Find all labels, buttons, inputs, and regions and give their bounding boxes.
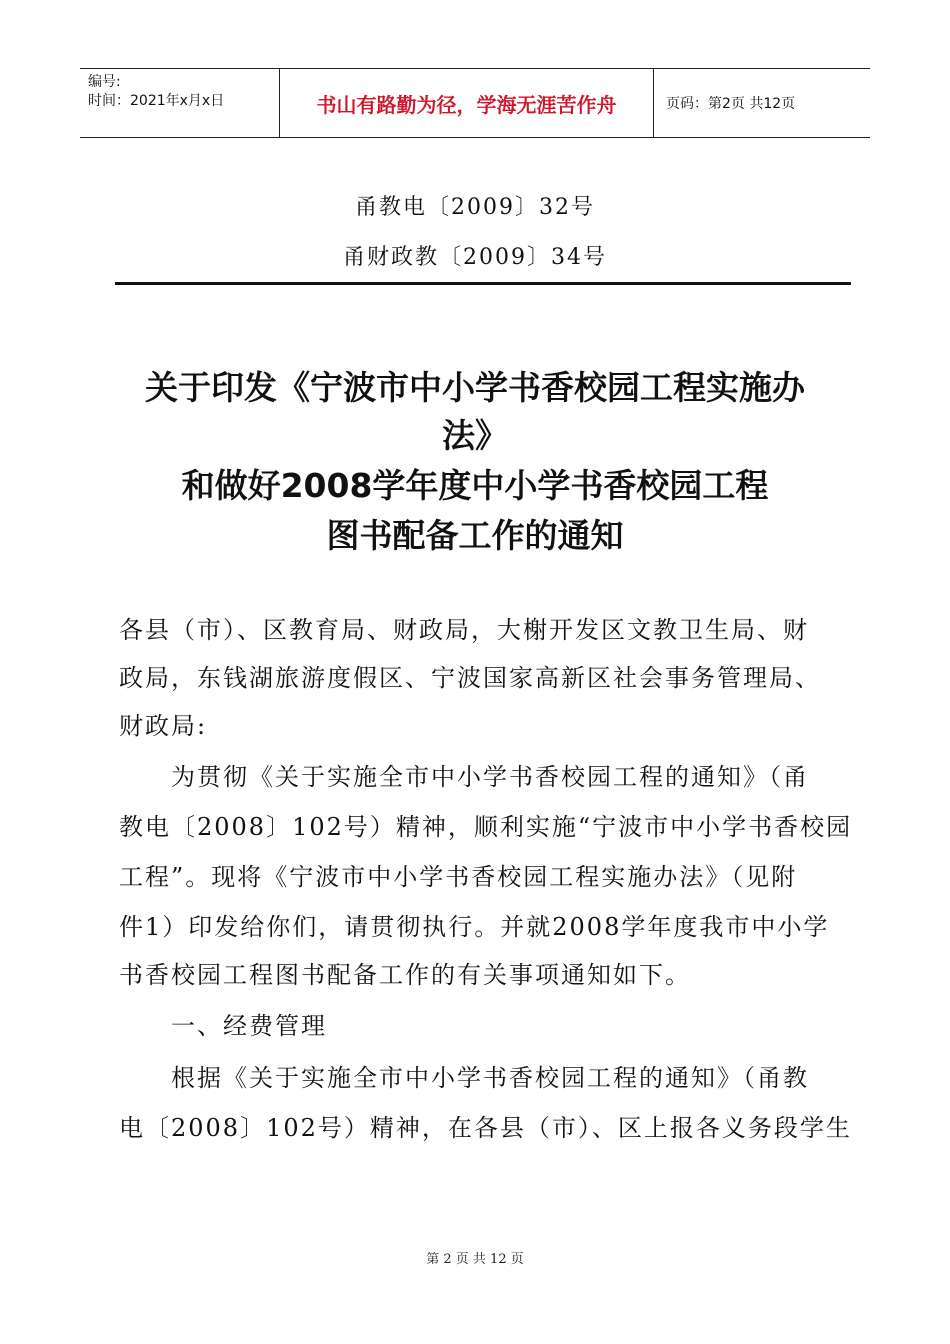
header-meta — [80, 69, 280, 137]
page-footer: 第 2 页 共 12 页 — [426, 1252, 524, 1267]
body-line: 工程”。现将《宁波市中小学书香校园工程实施办法》（见附 — [119, 863, 798, 891]
body-line: 根据《关于实施全市中小学书香校园工程的通知》（甬教 — [119, 1064, 809, 1092]
title-line-1: 关于印发《宁波市中小学书香校园工程实施办 — [145, 368, 805, 407]
header-divider — [115, 282, 851, 285]
header-motto: 书山有路勤为径，学海无涯苦作舟 — [280, 69, 654, 137]
body-line: 为贯彻《关于实施全市中小学书香校园工程的通知》（甬 — [119, 763, 809, 791]
title-line-3: 和做好2008学年度中小学书香校园工程 — [181, 466, 769, 505]
body-line: 各县（市）、区教育局、财政局，大榭开发区文教卫生局、财 — [119, 616, 809, 644]
body-line: 书香校园工程图书配备工作的有关事项通知如下。 — [119, 961, 691, 989]
title-line-2: 法》 — [442, 416, 508, 455]
body-line: 电〔2008〕102号）精神，在各县（市）、区上报各义务段学生 — [119, 1114, 852, 1142]
title-line-4: 图书配备工作的通知 — [326, 516, 624, 555]
body-line: 件1）印发给你们，请贯彻执行。并就2008学年度我市中小学 — [119, 913, 830, 941]
body-line: 财政局: — [119, 712, 208, 740]
time-label: 时间：2021年x月x日 — [88, 93, 225, 109]
header-page-info: 页码：第2页 共12页 — [666, 96, 796, 112]
section-heading: 一、经费管理 — [119, 1012, 327, 1040]
doc-number-2: 甬财政教〔2009〕34号 — [343, 245, 607, 270]
body-line: 教电〔2008〕102号）精神，顺利实施“宁波市中小学书香校园 — [119, 813, 853, 841]
number-label: 编号: — [88, 74, 121, 90]
body-line: 政局，东钱湖旅游度假区、宁波国家高新区社会事务管理局、 — [119, 664, 821, 692]
doc-number-1: 甬教电〔2009〕32号 — [355, 195, 595, 220]
header-table — [80, 68, 870, 138]
